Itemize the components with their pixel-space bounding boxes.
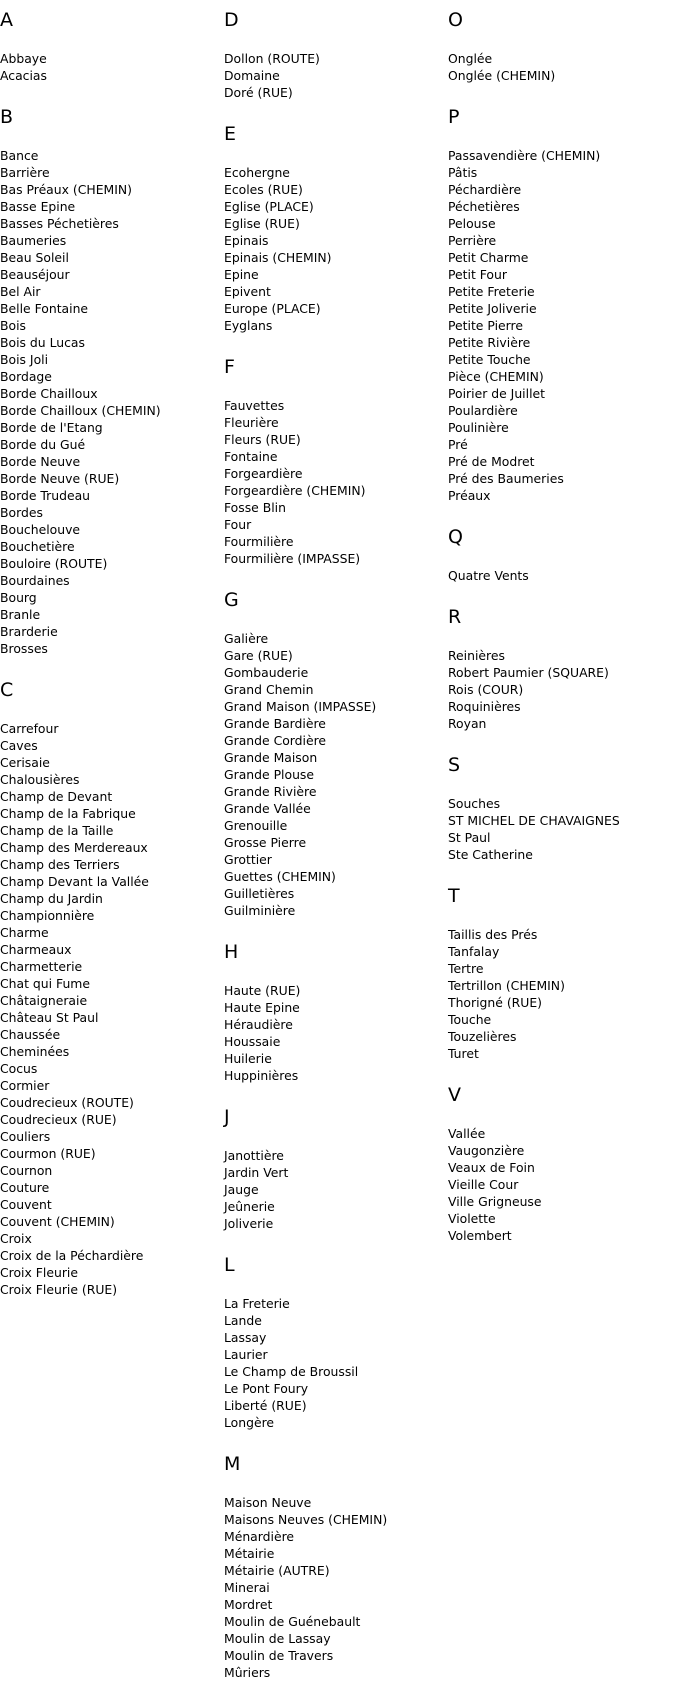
street-name-item: Basse Epine: [0, 199, 76, 214]
street-name-item: Pièce (CHEMIN): [448, 369, 544, 384]
street-name-item: Robert Paumier (SQUARE): [448, 665, 609, 680]
street-name-item: Petite Rivière: [448, 335, 531, 350]
section-letter-heading: R: [448, 606, 462, 628]
street-name-item: Laurier: [224, 1347, 268, 1362]
street-name-item: Cheminées: [0, 1044, 70, 1059]
letter-section: [224, 589, 439, 919]
street-name-item: Janottière: [224, 1148, 284, 1163]
street-name-item: Borde de l'Etang: [0, 420, 103, 435]
street-name-item: Moulin de Lassay: [224, 1631, 331, 1646]
street-name-item: Pré de Modret: [448, 454, 535, 469]
street-name-item: Poulardière: [448, 403, 518, 418]
street-name-item: Forgeardière (CHEMIN): [224, 483, 366, 498]
street-list: [224, 397, 439, 567]
street-index-column-2: [224, 0, 439, 1681]
street-name-item: Bourdaines: [0, 573, 70, 588]
letter-section: [448, 9, 663, 84]
street-name-item: Fauvettes: [224, 398, 285, 413]
street-name-item: Poirier de Juillet: [448, 386, 545, 401]
street-list: [448, 647, 663, 732]
letter-section: [448, 106, 663, 504]
street-name-item: Grand Maison (IMPASSE): [224, 699, 377, 714]
street-name-item: Fourmilière: [224, 534, 294, 549]
street-name-item: Vallée: [448, 1126, 486, 1141]
street-name-item: Grande Maison: [224, 750, 318, 765]
street-name-item: Châtaigneraie: [0, 993, 88, 1008]
street-name-item: Onglée: [448, 51, 493, 66]
street-name-item: Fosse Blin: [224, 500, 286, 515]
letter-section: [0, 679, 215, 1298]
street-name-item: Petite Pierre: [448, 318, 523, 333]
street-name-item: Eyglans: [224, 318, 273, 333]
street-name-item: Violette: [448, 1211, 496, 1226]
street-name-item: Grande Bardière: [224, 716, 326, 731]
street-name-item: Ecohergne: [224, 165, 290, 180]
street-index-column-1: [0, 0, 215, 1298]
street-name-item: Couvent: [0, 1197, 52, 1212]
street-name-item: Petite Freterie: [448, 284, 535, 299]
street-list: [224, 1295, 439, 1431]
street-name-item: Champ de Devant: [0, 789, 113, 804]
street-name-item: Le Champ de Broussil: [224, 1364, 359, 1379]
street-name-item: Souches: [448, 796, 501, 811]
street-name-item: Croix Fleurie: [0, 1265, 78, 1280]
street-list: [448, 795, 663, 863]
street-name-item: Epine: [224, 267, 259, 282]
street-name-item: Bouchelouve: [0, 522, 81, 537]
street-name-item: Croix de la Péchardière: [0, 1248, 144, 1263]
street-name-item: Charmeaux: [0, 942, 72, 957]
street-name-item: Eglise (RUE): [224, 216, 300, 231]
section-letter-heading: D: [224, 9, 239, 31]
street-name-item: Tertre: [448, 961, 484, 976]
section-letter-heading: M: [224, 1453, 241, 1475]
street-name-item: Roquinières: [448, 699, 521, 714]
street-name-item: Borde Neuve: [0, 454, 81, 469]
street-name-item: Dollon (ROUTE): [224, 51, 320, 66]
street-name-item: Jauge: [224, 1182, 259, 1197]
street-name-item: Beau Soleil: [0, 250, 69, 265]
section-letter-heading: S: [448, 754, 461, 776]
street-name-item: Galière: [224, 631, 269, 646]
street-name-item: Ecoles (RUE): [224, 182, 303, 197]
letter-section: [448, 885, 663, 1062]
street-name-item: Petite Touche: [448, 352, 531, 367]
street-name-item: Gare (RUE): [224, 648, 293, 663]
street-name-item: Couture: [0, 1180, 50, 1195]
street-name-item: Petite Joliverie: [448, 301, 537, 316]
street-list: [448, 567, 663, 584]
section-letter-heading: J: [224, 1106, 230, 1128]
street-name-item: Epivent: [224, 284, 271, 299]
street-name-item: Jardin Vert: [224, 1165, 289, 1180]
street-name-item: Guilminière: [224, 903, 296, 918]
letter-section: [448, 1084, 663, 1244]
street-list: [0, 720, 215, 1298]
street-name-item: Pelouse: [448, 216, 496, 231]
street-name-item: Haute Epine: [224, 1000, 300, 1015]
street-name-item: Basses Péchetières: [0, 216, 119, 231]
street-list: [224, 1147, 439, 1232]
street-name-item: Quatre Vents: [448, 568, 529, 583]
street-name-item: Guilletières: [224, 886, 295, 901]
street-name-item: Croix: [0, 1231, 32, 1246]
street-name-item: Reinières: [448, 648, 505, 663]
street-name-item: Abbaye: [0, 51, 47, 66]
street-name-item: Lande: [224, 1313, 262, 1328]
section-letter-heading: V: [448, 1084, 461, 1106]
street-name-item: Petit Four: [448, 267, 507, 282]
street-name-item: St Paul: [448, 830, 491, 845]
letter-section: [0, 9, 215, 84]
letter-section: [224, 9, 439, 101]
street-name-item: Borde Neuve (RUE): [0, 471, 120, 486]
street-name-item: Bois du Lucas: [0, 335, 85, 350]
street-name-item: Métairie (AUTRE): [224, 1563, 330, 1578]
letter-section: [0, 106, 215, 657]
street-name-item: Volembert: [448, 1228, 512, 1243]
street-name-item: Petit Charme: [448, 250, 529, 265]
street-name-item: Tertrillon (CHEMIN): [448, 978, 565, 993]
street-name-item: Borde du Gué: [0, 437, 86, 452]
street-name-item: Haute (RUE): [224, 983, 301, 998]
section-letter-heading: E: [224, 123, 237, 145]
street-name-item: Passavendière (CHEMIN): [448, 148, 601, 163]
street-list: [448, 147, 663, 504]
section-letter-heading: F: [224, 356, 235, 378]
street-name-item: Minerai: [224, 1580, 270, 1595]
street-name-item: Moulin de Travers: [224, 1648, 334, 1663]
street-name-item: Onglée (CHEMIN): [448, 68, 556, 83]
street-name-item: Fourmilière (IMPASSE): [224, 551, 361, 566]
street-name-item: Grand Chemin: [224, 682, 314, 697]
street-name-item: Chat qui Fume: [0, 976, 90, 991]
street-name-item: Bordes: [0, 505, 43, 520]
street-name-item: Touzelières: [448, 1029, 517, 1044]
letter-section: [448, 754, 663, 863]
street-name-item: Maisons Neuves (CHEMIN): [224, 1512, 388, 1527]
street-list: [224, 1494, 439, 1681]
street-name-item: Championnière: [0, 908, 95, 923]
street-name-item: Fontaine: [224, 449, 278, 464]
street-list: [448, 1125, 663, 1244]
street-list: [0, 50, 215, 84]
street-name-item: Cormier: [0, 1078, 50, 1093]
street-name-item: Champ de la Fabrique: [0, 806, 136, 821]
letter-section: [448, 606, 663, 732]
street-name-item: Borde Chailloux (CHEMIN): [0, 403, 161, 418]
letter-section: [224, 1254, 439, 1431]
street-name-item: Bouloire (ROUTE): [0, 556, 108, 571]
section-letter-heading: A: [0, 9, 13, 31]
street-name-item: Maison Neuve: [224, 1495, 312, 1510]
street-name-item: Mûriers: [224, 1665, 271, 1680]
street-name-item: Héraudière: [224, 1017, 293, 1032]
street-name-item: Royan: [448, 716, 487, 731]
street-name-item: Bel Air: [0, 284, 41, 299]
street-name-item: Métairie: [224, 1546, 275, 1561]
street-name-item: Touche: [448, 1012, 492, 1027]
street-name-item: Barrière: [0, 165, 50, 180]
street-name-item: Château St Paul: [0, 1010, 99, 1025]
street-name-item: Brarderie: [0, 624, 58, 639]
street-name-item: Pré: [448, 437, 468, 452]
street-list: [448, 926, 663, 1062]
street-name-item: Vaugonzière: [448, 1143, 525, 1158]
street-name-item: Doré (RUE): [224, 85, 293, 100]
street-name-item: Domaine: [224, 68, 280, 83]
street-name-item: Grande Cordière: [224, 733, 327, 748]
street-name-item: Joliverie: [224, 1216, 274, 1231]
street-name-item: Perrière: [448, 233, 497, 248]
section-letter-heading: Q: [448, 526, 463, 548]
street-list: [0, 147, 215, 657]
street-name-item: Moulin de Guénebault: [224, 1614, 361, 1629]
street-name-item: Fleurs (RUE): [224, 432, 301, 447]
street-name-item: Four: [224, 517, 252, 532]
street-name-item: Couliers: [0, 1129, 51, 1144]
section-letter-heading: G: [224, 589, 239, 611]
street-name-item: Grande Vallée: [224, 801, 311, 816]
street-name-item: Couvent (CHEMIN): [0, 1214, 115, 1229]
street-name-item: Chaussée: [0, 1027, 61, 1042]
street-name-item: Ville Grigneuse: [448, 1194, 542, 1209]
street-name-item: Pâtis: [448, 165, 478, 180]
street-name-item: Champ des Merdereaux: [0, 840, 148, 855]
letter-section: [448, 526, 663, 584]
street-name-item: Coudrecieux (RUE): [0, 1112, 117, 1127]
letter-section: [224, 941, 439, 1084]
street-list: [224, 982, 439, 1084]
street-name-item: Grande Rivière: [224, 784, 317, 799]
street-name-item: Europe (PLACE): [224, 301, 321, 316]
street-name-item: Cocus: [0, 1061, 38, 1076]
section-letter-heading: H: [224, 941, 239, 963]
street-index-column-3: [448, 0, 663, 1244]
street-name-item: ST MICHEL DE CHAVAIGNES: [448, 813, 620, 828]
street-name-item: Pré des Baumeries: [448, 471, 564, 486]
street-name-item: Jeûnerie: [224, 1199, 275, 1214]
street-list: [448, 50, 663, 84]
street-name-item: Huppinières: [224, 1068, 299, 1083]
street-name-item: Grosse Pierre: [224, 835, 307, 850]
street-name-item: Forgeardière: [224, 466, 303, 481]
street-name-item: Guettes (CHEMIN): [224, 869, 336, 884]
street-name-item: Champ Devant la Vallée: [0, 874, 149, 889]
letter-section: [224, 1453, 439, 1681]
street-name-item: Mordret: [224, 1597, 273, 1612]
street-name-item: Ste Catherine: [448, 847, 533, 862]
street-name-item: Veaux de Foin: [448, 1160, 535, 1175]
street-name-item: Borde Chailloux: [0, 386, 98, 401]
street-name-item: Lassay: [224, 1330, 267, 1345]
street-name-item: Rois (COUR): [448, 682, 524, 697]
street-name-item: Poulinière: [448, 420, 509, 435]
street-name-item: Longère: [224, 1415, 275, 1430]
street-name-item: Champ de la Taille: [0, 823, 114, 838]
section-letter-heading: L: [224, 1254, 235, 1276]
street-name-item: Epinais: [224, 233, 269, 248]
street-name-item: Caves: [0, 738, 38, 753]
street-name-item: Epinais (CHEMIN): [224, 250, 332, 265]
street-name-item: Champ des Terriers: [0, 857, 120, 872]
street-name-item: Grande Plouse: [224, 767, 314, 782]
street-name-item: Grottier: [224, 852, 272, 867]
street-name-item: Gombauderie: [224, 665, 309, 680]
street-name-item: Vieille Cour: [448, 1177, 519, 1192]
street-list: [224, 630, 439, 919]
section-letter-heading: T: [448, 885, 460, 907]
street-list: [224, 164, 439, 334]
street-name-item: Houssaie: [224, 1034, 281, 1049]
street-list: [224, 50, 439, 101]
street-name-item: Préaux: [448, 488, 491, 503]
street-name-item: Chalousières: [0, 772, 80, 787]
street-name-item: Bordage: [0, 369, 52, 384]
street-name-item: Belle Fontaine: [0, 301, 89, 316]
street-name-item: Cerisaie: [0, 755, 50, 770]
street-name-item: Branle: [0, 607, 41, 622]
street-name-item: Bois Joli: [0, 352, 49, 367]
street-name-item: Thorigné (RUE): [448, 995, 542, 1010]
street-name-item: Bois: [0, 318, 26, 333]
street-name-item: Charme: [0, 925, 49, 940]
section-letter-heading: C: [0, 679, 14, 701]
section-letter-heading: B: [0, 106, 14, 128]
street-name-item: Taillis des Prés: [448, 927, 538, 942]
street-name-item: Bance: [0, 148, 39, 163]
street-name-item: Tanfalay: [448, 944, 500, 959]
street-name-item: Péchetières: [448, 199, 520, 214]
street-name-item: Baumeries: [0, 233, 67, 248]
street-name-item: Grenouille: [224, 818, 288, 833]
street-name-item: Croix Fleurie (RUE): [0, 1282, 118, 1297]
street-name-item: Carrefour: [0, 721, 59, 736]
street-name-item: Bouchetière: [0, 539, 75, 554]
section-letter-heading: O: [448, 9, 463, 31]
street-name-item: Fleurière: [224, 415, 279, 430]
street-name-item: Turet: [448, 1046, 479, 1061]
street-name-item: Bas Préaux (CHEMIN): [0, 182, 132, 197]
street-name-item: Péchardière: [448, 182, 522, 197]
letter-section: [224, 123, 439, 334]
street-name-item: Eglise (PLACE): [224, 199, 314, 214]
street-name-item: Ménardière: [224, 1529, 295, 1544]
street-name-item: Bourg: [0, 590, 37, 605]
street-name-item: Brosses: [0, 641, 48, 656]
street-name-item: Acacias: [0, 68, 47, 83]
street-name-item: Cournon: [0, 1163, 53, 1178]
letter-section: [224, 1106, 439, 1232]
section-letter-heading: P: [448, 106, 460, 128]
street-name-item: Charmetterie: [0, 959, 83, 974]
street-name-item: Le Pont Foury: [224, 1381, 309, 1396]
street-name-item: Huilerie: [224, 1051, 272, 1066]
street-name-item: Coudrecieux (ROUTE): [0, 1095, 134, 1110]
street-name-item: Courmon (RUE): [0, 1146, 96, 1161]
street-name-item: Liberté (RUE): [224, 1398, 307, 1413]
street-name-item: Champ du Jardin: [0, 891, 103, 906]
street-name-item: Borde Trudeau: [0, 488, 91, 503]
street-name-item: Beauséjour: [0, 267, 70, 282]
letter-section: [224, 356, 439, 567]
street-name-item: La Freterie: [224, 1296, 290, 1311]
